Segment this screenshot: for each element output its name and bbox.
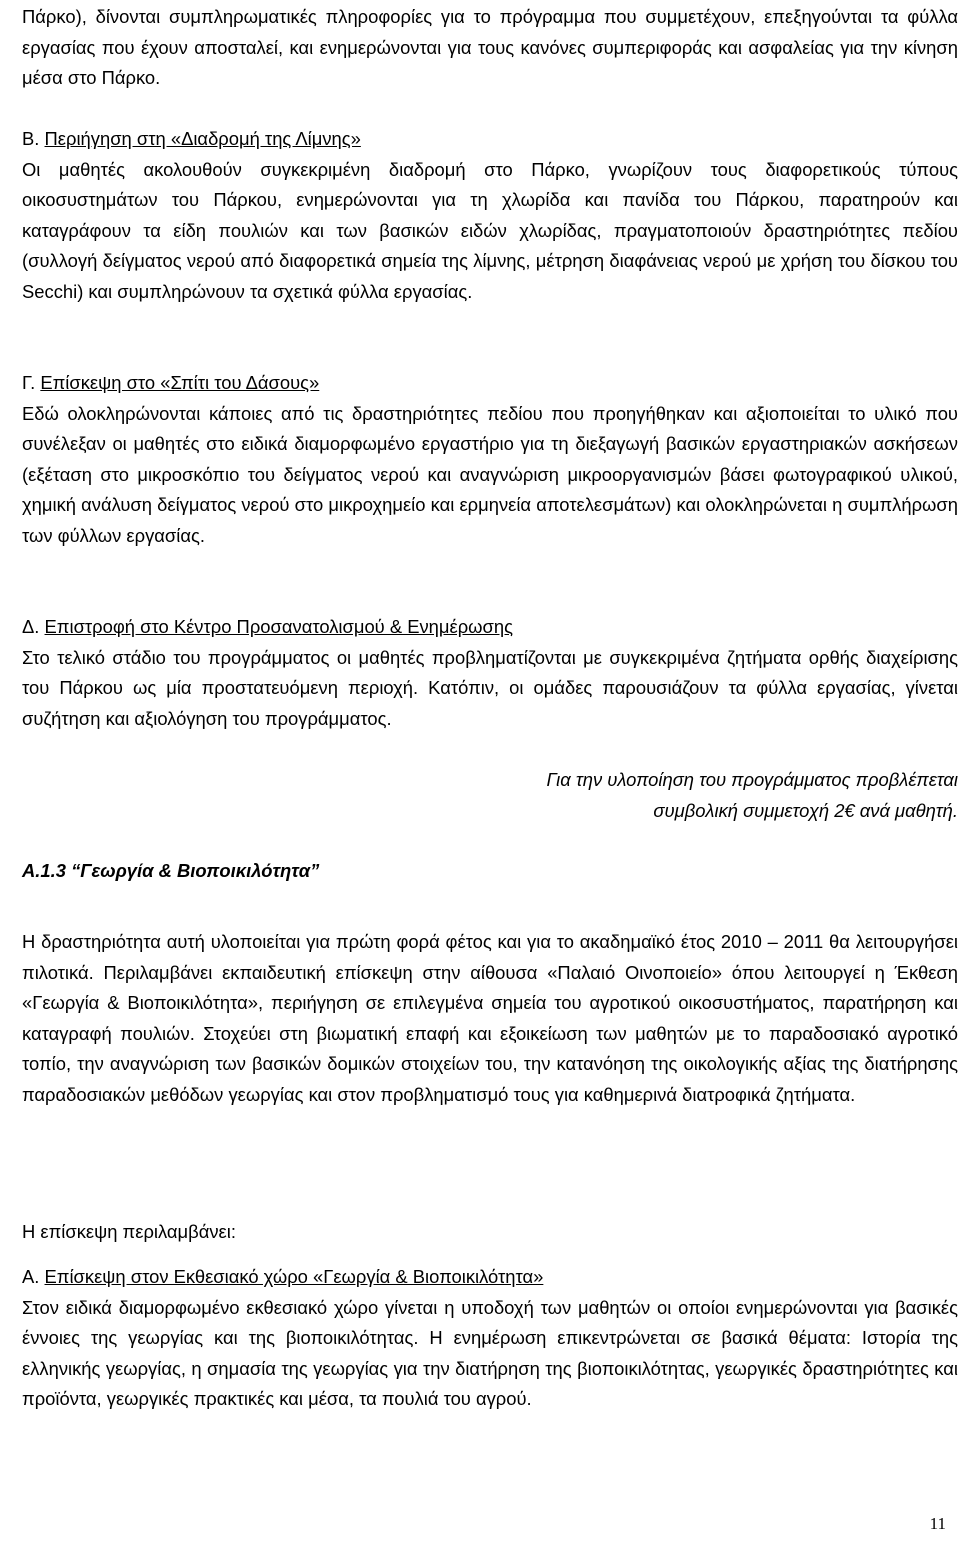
- section-b-heading: [22, 124, 958, 155]
- section-b-title: Περιήγηση στη «Διαδρομή της Λίμνης»: [44, 128, 361, 149]
- intro-paragraph: Πάρκο), δίνονται συμπληρωματικές πληροφορίες για το πρόγραμμα που συμμετέχουν, επεξηγούνται τα φύλλα εργασίας που έχουν αποσταλεί, και ενημερώνονται για τους κανόνες συμπεριφοράς και ασφαλείας για την κίνηση μέσα στο Πάρκο.: [22, 6, 958, 89]
- section-g-body: Εδώ ολοκληρώνονται κάποιες από τις δραστηριότητες πεδίου που προηγήθηκαν και αξιοποιείται το υλικό που συνέλεξαν οι μαθητές στο ειδικά διαμορφωμένο εργαστήριο για τη διεξαγωγή βασικών εργαστηριακών ασκήσεων (εξέταση στο μικροσκόπιο του δείγματος νερού και αναγνώριση μικροοργανισμών βάσει φωτογραφικού υλικού, χημική ανάλυση δείγματος νερού στο μικροχημείο και ερμηνεία αποτελεσμάτων) και ολοκληρώνεται η συμπλήρωση των φύλλων εργασίας.: [22, 402, 958, 546]
- section-g-heading: [22, 368, 958, 399]
- participation-note-line-2: συμβολική συμμετοχή 2€ ανά μαθητή.: [653, 799, 958, 821]
- section-g-text: [22, 368, 958, 552]
- section-b-body: Οι μαθητές ακολουθούν συγκεκριμένη διαδρομή στο Πάρκο, γνωρίζουν τους διαφορετικούς τύπους οικοσυστημάτων του Πάρκου, ενημερώνονται για τη χλωρίδα και πανίδα του Πάρκου, παρατηρούν και καταγράφουν τα είδη πουλιών και των βασικών ειδών χλωρίδας, πραγματοποιούν δραστηριότητες πεδίου (συλλογή δείγματος νερού από διαφορετικά σημεία της λίμνης, μέτρηση διαφάνειας νερού με χρήση του δίσκου του Secchi) και συμπληρώνουν τα σχετικά φύλλα εργασίας.: [22, 158, 958, 302]
- page-number: 11: [929, 1514, 946, 1533]
- section-a: [22, 1262, 958, 1415]
- section-a-body: Στον ειδικά διαμορφωμένο εκθεσιακό χώρο γίνεται η υποδοχή των μαθητών οι οποίοι ενημερώνονται για βασικές έννοιες της γεωργίας και της βιοποικιλότητας. Η ενημέρωση επικεντρώνεται σε βασικά θέματα: Ιστορία της ελληνικής γεωργίας, η σημασία της γεωργίας για την διατήρηση της βιοποικιλότητας, γεωργικές δραστηριότητες και προϊόντα, γεωργικές πρακτικές και μέσα, τα πουλιά του αγρού.: [22, 1296, 958, 1410]
- section-d: [22, 612, 958, 734]
- section-b-text: [22, 124, 958, 308]
- participation-note: [358, 765, 958, 826]
- section-b-letter: Β.: [22, 128, 40, 149]
- section-a-text: [22, 1262, 958, 1415]
- participation-note-line-1: Για την υλοποίηση του προγράμματος προβλέπεται: [546, 769, 958, 790]
- section-a-letter: Α.: [22, 1266, 40, 1287]
- section-a-heading: [22, 1262, 958, 1293]
- activity-paragraph: Η δραστηριότητα αυτή υλοποιείται για πρώτη φορά φέτος και για το ακαδημαϊκό έτος 2010 – 2011 θα λειτουργήσει πιλοτικά. Περιλαμβάνει εκπαιδευτική επίσκεψη στην αίθουσα «Παλαιό Οινοποιείο» όπου λειτουργεί η Έκθεση «Γεωργία & Βιοποικιλότητα», περιήγηση σε επιλεγμένα σημεία του αγροτικού οικοσυστήματος, παρατήρηση και καταγραφή πουλιών. Στοχεύει στη βιωματική επαφή και εξοικείωση των μαθητών με το παραδοσιακό αγροτικό τοπίο, την αναγνώριση των βασικών δομικών στοιχείων του, την κατανόηση της οικολογικής αξίας της διατήρησης παραδοσιακών μεθόδων γεωργίας και στον προβληματισμό τους για καθημερινά διατροφικά ζητήματα.: [22, 931, 958, 1105]
- section-d-body: Στο τελικό στάδιο του προγράμματος οι μαθητές προβληματίζονται με συγκεκριμένα ζητήματα ορθής διαχείρισης του Πάρκου ως μία προστατευόμενη περιοχή. Κατόπιν, οι ομάδες παρουσιάζουν τα φύλλα εργασίας, γίνεται συζήτηση και αξιολόγηση του προγράμματος.: [22, 646, 958, 729]
- section-b: [22, 124, 958, 308]
- section-g-title: Επίσκεψη στο «Σπίτι του Δάσους»: [40, 372, 320, 393]
- section-g-letter: Γ.: [22, 372, 36, 393]
- section-d-letter: Δ.: [22, 616, 40, 637]
- section-d-text: [22, 612, 958, 734]
- subsection-heading: Α.1.3 “Γεωργία & Βιοποικιλότητα”: [22, 860, 320, 881]
- section-g: [22, 368, 958, 552]
- section-d-heading: [22, 612, 958, 643]
- section-a-title: Επίσκεψη στον Εκθεσιακό χώρο «Γεωργία & Βιοποικιλότητα»: [44, 1266, 544, 1287]
- visit-includes-label: Η επίσκεψη περιλαμβάνει:: [22, 1221, 236, 1242]
- section-d-title: Επιστροφή στο Κέντρο Προσανατολισμού & Ενημέρωσης: [44, 616, 513, 637]
